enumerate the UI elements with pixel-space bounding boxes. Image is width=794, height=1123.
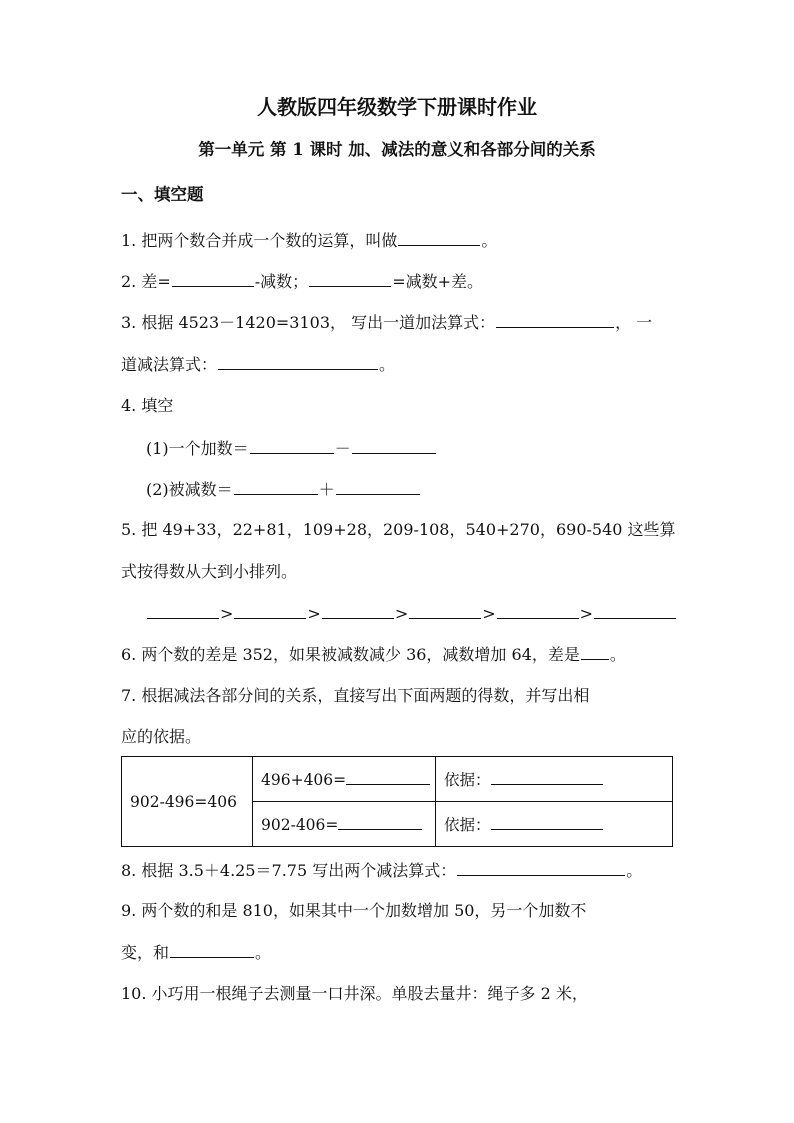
page-title: 人教版四年级数学下册课时作业 bbox=[257, 95, 537, 119]
basis-label: 依据： bbox=[444, 816, 491, 834]
answer-blank[interactable] bbox=[250, 436, 334, 454]
answer-blank[interactable] bbox=[170, 940, 254, 958]
question-8-end: 。 bbox=[626, 861, 643, 880]
question-2-mid: -减数； bbox=[254, 272, 309, 291]
basis-cell bbox=[436, 757, 673, 802]
question-1 bbox=[121, 228, 497, 253]
question-3-text-2: 道减法算式： bbox=[121, 355, 218, 374]
question-3-text: 3. 根据 4523－1420=3103， 写出一道加法算式： bbox=[121, 313, 496, 332]
question-8-text: 8. 根据 3.5＋4.25＝7.75 写出两个减法算式： bbox=[121, 861, 457, 880]
question-2-text: 2. 差= bbox=[121, 272, 171, 291]
answer-blank[interactable] bbox=[491, 814, 603, 830]
question-4-part-2-text: (2)被减数＝ bbox=[146, 480, 233, 499]
answer-table bbox=[121, 756, 673, 847]
answer-blank[interactable] bbox=[234, 477, 318, 495]
answer-blank[interactable] bbox=[594, 601, 676, 619]
minus-sign: － bbox=[334, 439, 351, 458]
question-2 bbox=[121, 269, 483, 294]
answer-blank[interactable] bbox=[336, 477, 420, 495]
question-5-cont: 式按得数从大到小排列。 bbox=[121, 562, 298, 581]
greater-than-sign: > bbox=[482, 604, 496, 623]
question-9-cont bbox=[121, 940, 271, 965]
question-8 bbox=[121, 858, 642, 883]
greater-than-sign: > bbox=[579, 604, 594, 623]
question-9-end: 。 bbox=[255, 943, 272, 962]
answer-blank[interactable] bbox=[234, 601, 306, 619]
greater-than-sign: > bbox=[307, 604, 321, 623]
answer-blank[interactable] bbox=[491, 769, 603, 785]
question-3-cont bbox=[121, 352, 395, 377]
question-9-text: 变，和 bbox=[121, 943, 170, 962]
expression-text: 496+406= bbox=[261, 771, 347, 789]
question-6 bbox=[121, 642, 626, 667]
page-subtitle: 第一单元 第 1 课时 加、减法的意义和各部分间的关系 bbox=[198, 140, 596, 159]
basis-cell bbox=[436, 802, 673, 847]
basis-label: 依据： bbox=[444, 771, 491, 789]
answer-blank[interactable] bbox=[457, 858, 625, 876]
question-6-end: 。 bbox=[609, 645, 626, 664]
given-equation-cell: 902-496=406 bbox=[122, 757, 253, 847]
answer-blank[interactable] bbox=[218, 352, 378, 370]
expression-text: 902-406= bbox=[261, 816, 339, 834]
question-4-part-1-text: (1)一个加数＝ bbox=[146, 439, 249, 458]
question-3 bbox=[121, 310, 652, 335]
answer-blank[interactable] bbox=[147, 601, 219, 619]
question-1-end: 。 bbox=[481, 231, 498, 250]
table-row bbox=[122, 757, 673, 802]
question-10: 10. 小巧用一根绳子去测量一口井深。单股去量井：绳子多 2 米， bbox=[121, 984, 588, 1003]
answer-blank[interactable] bbox=[581, 642, 609, 660]
question-9: 9. 两个数的和是 810，如果其中一个加数增加 50，另一个加数不 bbox=[121, 901, 587, 920]
question-2-end: =减数+差。 bbox=[392, 272, 484, 291]
answer-blank[interactable] bbox=[496, 310, 614, 328]
answer-blank[interactable] bbox=[346, 769, 430, 785]
greater-than-sign: > bbox=[394, 604, 409, 623]
greater-than-sign: > bbox=[220, 604, 234, 623]
question-3-end: 。 bbox=[379, 355, 396, 374]
question-7-cont: 应的依据。 bbox=[121, 727, 202, 746]
answer-blank[interactable] bbox=[172, 269, 254, 287]
question-3-mid: ， 一 bbox=[615, 313, 653, 332]
question-4: 4. 填空 bbox=[121, 396, 174, 415]
answer-blank[interactable] bbox=[409, 601, 481, 619]
question-1-text: 1. 把两个数合并成一个数的运算，叫做 bbox=[121, 231, 398, 250]
plus-sign: ＋ bbox=[318, 480, 335, 499]
question-4-part-1 bbox=[146, 436, 437, 461]
answer-blank[interactable] bbox=[497, 601, 579, 619]
question-5-ordering bbox=[146, 601, 677, 626]
question-6-text: 6. 两个数的差是 352，如果被减数减少 36，减数增加 64，差是 bbox=[121, 645, 580, 664]
question-7: 7. 根据减法各部分间的关系，直接写出下面两题的得数，并写出相 bbox=[121, 686, 590, 705]
question-4-part-2 bbox=[146, 477, 421, 502]
section-heading: 一、填空题 bbox=[121, 185, 204, 204]
expression-cell bbox=[253, 757, 436, 802]
question-5: 5. 把 49+33，22+81，109+28，209-108，540+270，690-540 这些算 bbox=[121, 520, 676, 539]
expression-cell bbox=[253, 802, 436, 847]
answer-blank[interactable] bbox=[352, 436, 436, 454]
answer-blank[interactable] bbox=[338, 814, 422, 830]
answer-blank[interactable] bbox=[398, 228, 480, 246]
answer-blank[interactable] bbox=[322, 601, 394, 619]
answer-blank[interactable] bbox=[309, 269, 391, 287]
